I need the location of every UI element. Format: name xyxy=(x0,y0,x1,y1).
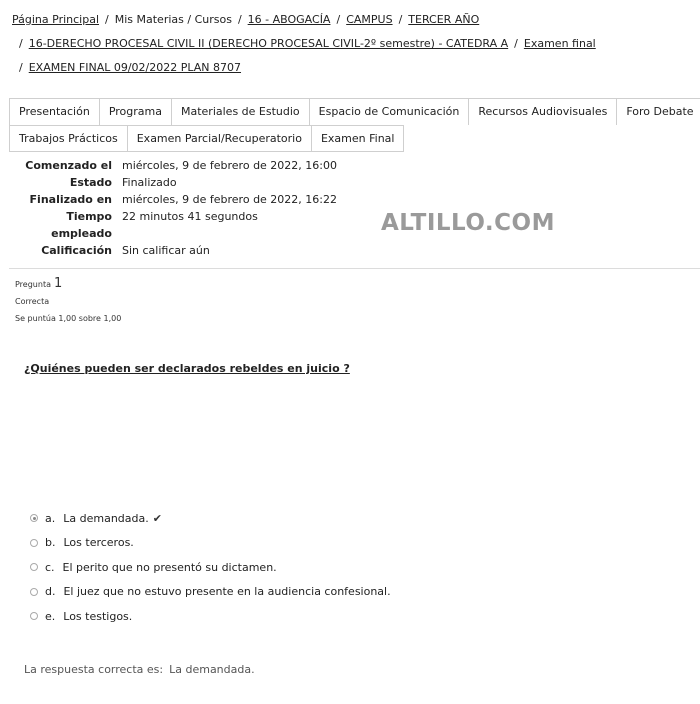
answer-option-a[interactable] xyxy=(30,506,391,531)
state-value: Finalizado xyxy=(122,176,177,189)
breadcrumb-abogacia-link[interactable]: 16 - ABOGACÍA xyxy=(247,13,331,26)
answer-letter: d. xyxy=(45,585,56,599)
breadcrumb-separator: / xyxy=(237,13,242,26)
summary-row-started xyxy=(0,157,337,174)
radio-button[interactable] xyxy=(30,563,38,571)
time-label-line-1: Tiempo xyxy=(66,210,112,223)
radio-button[interactable] xyxy=(30,612,38,620)
tab-programa[interactable]: Programa xyxy=(99,98,172,125)
radio-button[interactable] xyxy=(30,588,38,596)
breadcrumb xyxy=(12,8,692,80)
tab-presentacion[interactable]: Presentación xyxy=(9,98,100,125)
breadcrumb-campus-link[interactable]: CAMPUS xyxy=(346,13,393,26)
answer-text: La demandada. xyxy=(63,511,149,525)
question-info xyxy=(15,275,121,327)
breadcrumb-separator: / xyxy=(336,13,341,26)
started-label: Comenzado el xyxy=(25,159,112,172)
tab-trabajos[interactable]: Trabajos Prácticos xyxy=(9,125,128,152)
watermark: ALTILLO.COM xyxy=(381,210,555,236)
tab-row-1 xyxy=(9,98,694,125)
radio-button[interactable] xyxy=(30,539,38,547)
breadcrumb-separator: / xyxy=(19,37,23,50)
breadcrumb-course-link[interactable]: 16-DERECHO PROCESAL CIVIL II (DERECHO PROCESAL CIVIL-2º semestre) - CATEDRA A xyxy=(28,37,509,50)
answer-letter: e. xyxy=(45,609,56,623)
breadcrumb-line-1 xyxy=(12,8,692,32)
grade-value: Sin calificar aún xyxy=(122,244,210,257)
breadcrumb-line-2 xyxy=(12,32,692,56)
breadcrumb-separator: / xyxy=(105,13,109,26)
tab-materiales[interactable]: Materiales de Estudio xyxy=(171,98,310,125)
time-label xyxy=(0,208,122,242)
summary-row-state xyxy=(0,174,337,191)
summary-row-time xyxy=(0,208,337,242)
checkmark-icon: ✔ xyxy=(152,511,162,525)
breadcrumb-final-exam-link[interactable]: Examen final xyxy=(523,37,596,50)
answer-letter: b. xyxy=(45,536,56,550)
tab-parcial[interactable]: Examen Parcial/Recuperatorio xyxy=(127,125,312,152)
answer-option-d[interactable] xyxy=(30,580,391,605)
breadcrumb-home-link[interactable]: Página Principal xyxy=(12,13,100,26)
time-label-line-2: empleado xyxy=(51,227,112,240)
breadcrumb-separator: / xyxy=(19,61,23,74)
tab-row-2 xyxy=(9,125,689,152)
state-label: Estado xyxy=(69,176,112,189)
divider xyxy=(9,268,700,269)
answer-list xyxy=(30,506,391,629)
correct-answer-feedback xyxy=(24,663,255,676)
attempt-summary xyxy=(0,157,337,259)
answer-option-c[interactable] xyxy=(30,555,391,580)
correct-answer-value: La demandada. xyxy=(169,663,255,676)
correct-answer-label: La respuesta correcta es: xyxy=(24,663,164,676)
answer-option-b[interactable] xyxy=(30,531,391,556)
answer-letter: a. xyxy=(45,511,56,525)
question-number-value: 1 xyxy=(53,276,63,291)
answer-text: Los terceros. xyxy=(63,536,134,550)
finished-value: miércoles, 9 de febrero de 2022, 16:22 xyxy=(122,193,337,206)
answer-text: Los testigos. xyxy=(63,609,133,623)
question-number xyxy=(15,275,121,293)
breadcrumb-line-3 xyxy=(12,56,692,80)
answer-option-e[interactable] xyxy=(30,604,391,629)
breadcrumb-tercer-ano-link[interactable]: TERCER AÑO xyxy=(408,13,480,26)
tab-examen-final[interactable]: Examen Final xyxy=(311,125,405,152)
breadcrumb-separator: / xyxy=(514,37,518,50)
summary-row-grade xyxy=(0,242,337,259)
question-score: Se puntúa 1,00 sobre 1,00 xyxy=(15,314,122,323)
tab-comunicacion[interactable]: Espacio de Comunicación xyxy=(309,98,470,125)
question-text: ¿Quiénes pueden ser declarados rebeldes en juicio ? xyxy=(24,362,350,375)
time-value: 22 minutos 41 segundos xyxy=(122,210,258,223)
grade-label: Calificación xyxy=(41,244,112,257)
course-tabs xyxy=(9,98,694,152)
summary-row-finished xyxy=(0,191,337,208)
breadcrumb-exam-link[interactable]: EXAMEN FINAL 09/02/2022 PLAN 8707 xyxy=(28,61,242,74)
radio-button-selected[interactable] xyxy=(30,514,38,522)
question-status: Correcta xyxy=(15,297,50,306)
finished-label: Finalizado en xyxy=(29,193,112,206)
answer-text: El perito que no presentó su dictamen. xyxy=(62,560,277,574)
question-prefix: Pregunta xyxy=(15,280,51,289)
started-value: miércoles, 9 de febrero de 2022, 16:00 xyxy=(122,159,337,172)
breadcrumb-my-courses: Mis Materias / Cursos xyxy=(114,13,232,26)
tab-foro[interactable]: Foro Debate xyxy=(616,98,700,125)
tab-audiovisuales[interactable]: Recursos Audiovisuales xyxy=(468,98,617,125)
answer-letter: c. xyxy=(45,560,55,574)
answer-text: El juez que no estuvo presente en la audiencia confesional. xyxy=(63,585,391,599)
breadcrumb-separator: / xyxy=(398,13,403,26)
